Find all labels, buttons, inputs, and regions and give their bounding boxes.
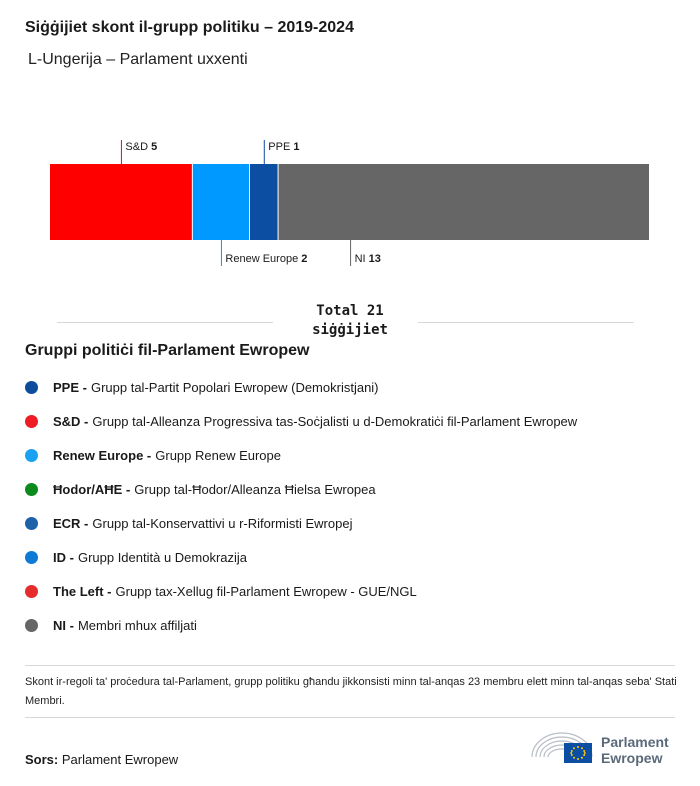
- legend-abbr: PPE -: [53, 379, 87, 395]
- divider-bottom: [25, 717, 675, 718]
- divider-top: [25, 665, 675, 666]
- legend-item: [25, 608, 685, 642]
- bar-label-renew-europe: Renew Europe 2: [225, 253, 308, 265]
- bar-segment-s-d: [50, 164, 192, 240]
- legend-desc: Membri mhux affiljati: [77, 617, 197, 633]
- legend-desc: Grupp tal-Partit Popolari Ewropew (Demokristjani): [90, 379, 379, 395]
- legend-item: [25, 438, 685, 472]
- legend-desc: Grupp Renew Europe: [155, 447, 281, 463]
- footnote: Skont ir-regoli ta' proċedura tal-Parlament, grupp politiku għandu jikkonsisti minn tal-anqas 23 membru elett minn tal-anqas seba' Stati Membri.: [25, 676, 677, 707]
- legend-item: [25, 506, 685, 540]
- source: [25, 752, 178, 767]
- legend-abbr: ID -: [53, 549, 74, 565]
- legend-title: Gruppi politiċi fil-Parlament Ewropew: [25, 342, 310, 359]
- bar-segment-ni: [279, 164, 649, 240]
- legend-dot-icon: [25, 449, 38, 462]
- legend-desc: Grupp tal-Ħodor/Alleanza Ħielsa Ewropea: [134, 481, 376, 497]
- legend-desc: Grupp tax-Xellug fil-Parlament Ewropew - GUE/NGL: [115, 583, 417, 599]
- logo-line-1: Parlament: [601, 734, 669, 750]
- legend-dot-icon: [25, 551, 38, 564]
- legend-item: [25, 404, 685, 438]
- bar-label-s-d: S&D 5: [125, 141, 158, 153]
- chart-subtitle: L-Ungerija – Parlament uxxenti: [28, 51, 248, 68]
- stacked-bar-chart: [0, 130, 700, 275]
- total-divider-left: [57, 322, 273, 323]
- logo-line-2: Ewropew: [601, 750, 663, 766]
- legend-item: [25, 574, 685, 608]
- legend-dot-icon: [25, 517, 38, 530]
- source-value: Parlament Ewropew: [61, 752, 179, 767]
- european-parliament-logo: [530, 727, 680, 769]
- legend-abbr: ECR -: [53, 515, 89, 531]
- hemicycle-flag-icon: [530, 727, 594, 767]
- total-seats: [290, 302, 410, 340]
- bar-label-ni: NI 13: [354, 253, 381, 265]
- legend-item: [25, 472, 685, 506]
- bar-segment-renew-europe: [193, 164, 249, 240]
- legend-desc: Grupp Identità u Demokrazija: [77, 549, 248, 565]
- bar-label-ppe: PPE 1: [268, 141, 300, 153]
- legend-dot-icon: [25, 619, 38, 632]
- total-seats-unit: siġġijiet: [312, 322, 388, 338]
- chart-title: Siġġijiet skont il-grupp politiku – 2019-2024: [25, 19, 354, 36]
- legend: [25, 370, 685, 642]
- legend-dot-icon: [25, 381, 38, 394]
- legend-desc: Grupp tal-Alleanza Progressiva tas-Soċjalisti u d-Demokratiċi fil-Parlament Ewropew: [92, 413, 578, 429]
- logo-wordmark: [601, 734, 669, 766]
- legend-abbr: Renew Europe -: [53, 447, 152, 463]
- legend-item: [25, 370, 685, 404]
- legend-abbr: The Left -: [53, 583, 112, 599]
- source-label: Sors:: [25, 752, 59, 767]
- legend-abbr: Ħodor/AĦE -: [53, 481, 131, 497]
- legend-desc: Grupp tal-Konservattivi u r-Riformisti Ewropej: [92, 515, 353, 531]
- total-seats-count: Total 21: [316, 303, 384, 319]
- bar-segment-ppe: [250, 164, 278, 240]
- legend-dot-icon: [25, 415, 38, 428]
- legend-abbr: S&D -: [53, 413, 89, 429]
- total-divider-right: [418, 322, 634, 323]
- legend-dot-icon: [25, 585, 38, 598]
- legend-abbr: NI -: [53, 617, 74, 633]
- legend-dot-icon: [25, 483, 38, 496]
- legend-item: [25, 540, 685, 574]
